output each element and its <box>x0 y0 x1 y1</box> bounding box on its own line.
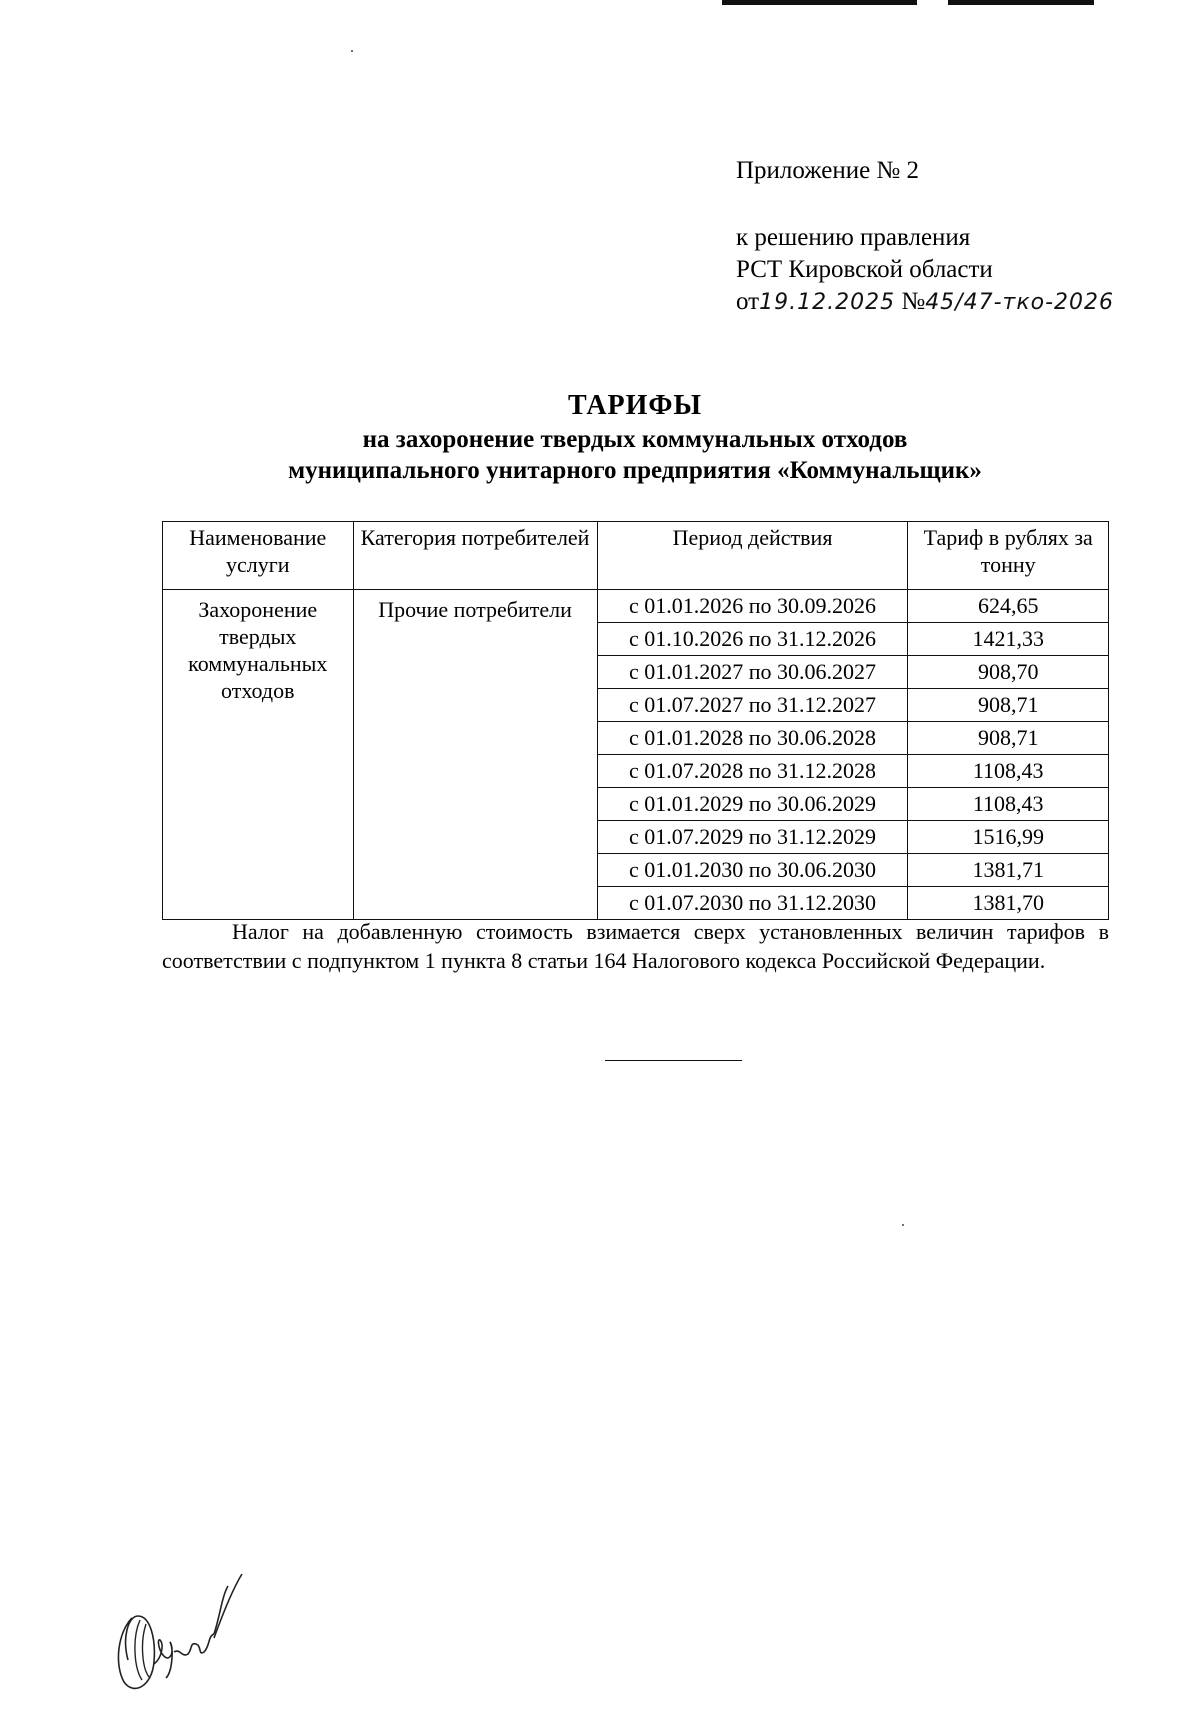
handwritten-date: 19.12.2025 <box>759 290 896 315</box>
header-service: Наименование услуги <box>163 522 354 590</box>
cell-period: с 01.01.2028 по 30.06.2028 <box>597 722 908 755</box>
cell-tariff: 1108,43 <box>908 788 1109 821</box>
cell-tariff: 1381,70 <box>908 887 1109 920</box>
cell-tariff: 1108,43 <box>908 755 1109 788</box>
appendix-reference <box>736 222 1114 319</box>
cell-tariff: 908,71 <box>908 689 1109 722</box>
cell-period: с 01.07.2028 по 31.12.2028 <box>597 755 908 788</box>
cell-period: с 01.01.2027 по 30.06.2027 <box>597 656 908 689</box>
header-tariff: Тариф в рублях за тонну <box>908 522 1109 590</box>
date-prefix: от <box>736 288 760 315</box>
cell-period: с 01.01.2026 по 30.09.2026 <box>597 590 908 623</box>
cell-tariff: 1381,71 <box>908 854 1109 887</box>
document-subtitle-line-1: на захоронение твердых коммунальных отходов <box>362 426 908 453</box>
vat-note-text: Налог на добавленную стоимость взимается сверх установленных величин тарифов в соответствии с подпунктом 1 пункта 8 статьи 164 Налогового кодекса Российской Федерации. <box>162 919 1109 973</box>
cell-period: с 01.07.2029 по 31.12.2029 <box>597 821 908 854</box>
table-row <box>163 590 1109 623</box>
appendix-line-date-number <box>736 286 1114 319</box>
header-period: Период действия <box>597 522 908 590</box>
header-category: Категория потребителей <box>353 522 597 590</box>
cell-period: с 01.07.2030 по 31.12.2030 <box>597 887 908 920</box>
cell-period: с 01.01.2030 по 30.06.2030 <box>597 854 908 887</box>
cell-tariff: 1421,33 <box>908 623 1109 656</box>
appendix-line-authority: РСТ Кировской области <box>736 256 993 283</box>
tariff-table <box>162 521 1109 920</box>
handwritten-signature <box>110 1546 260 1701</box>
document-heading <box>0 388 1200 486</box>
vat-note <box>162 917 1109 975</box>
cell-service-name: Захоронение твердых коммунальных отходов <box>163 590 354 920</box>
cell-tariff: 908,71 <box>908 722 1109 755</box>
appendix-title: Приложение № 2 <box>736 157 920 184</box>
scan-speck <box>902 1224 904 1226</box>
appendix-line-decision: к решению правления <box>736 224 971 251</box>
cell-period: с 01.01.2029 по 30.06.2029 <box>597 788 908 821</box>
cell-period: с 01.10.2026 по 31.12.2026 <box>597 623 908 656</box>
table-header-row <box>163 522 1109 590</box>
end-rule <box>605 1060 742 1061</box>
cell-tariff: 908,70 <box>908 656 1109 689</box>
cell-period: с 01.07.2027 по 31.12.2027 <box>597 689 908 722</box>
cell-tariff: 1516,99 <box>908 821 1109 854</box>
scan-edge-mark <box>948 0 1094 5</box>
cell-consumer-category: Прочие потребители <box>353 590 597 920</box>
signature-drawing <box>110 1546 260 1696</box>
handwritten-number: 45/47-тко-2026 <box>925 290 1115 315</box>
number-prefix: № <box>901 288 926 315</box>
cell-tariff: 624,65 <box>908 590 1109 623</box>
table-body <box>163 590 1109 920</box>
document-title: ТАРИФЫ <box>568 390 702 421</box>
scan-speck <box>351 50 353 52</box>
scan-edge-mark <box>722 0 917 5</box>
document-subtitle-line-2: муниципального унитарного предприятия «Коммунальщик» <box>288 457 982 484</box>
